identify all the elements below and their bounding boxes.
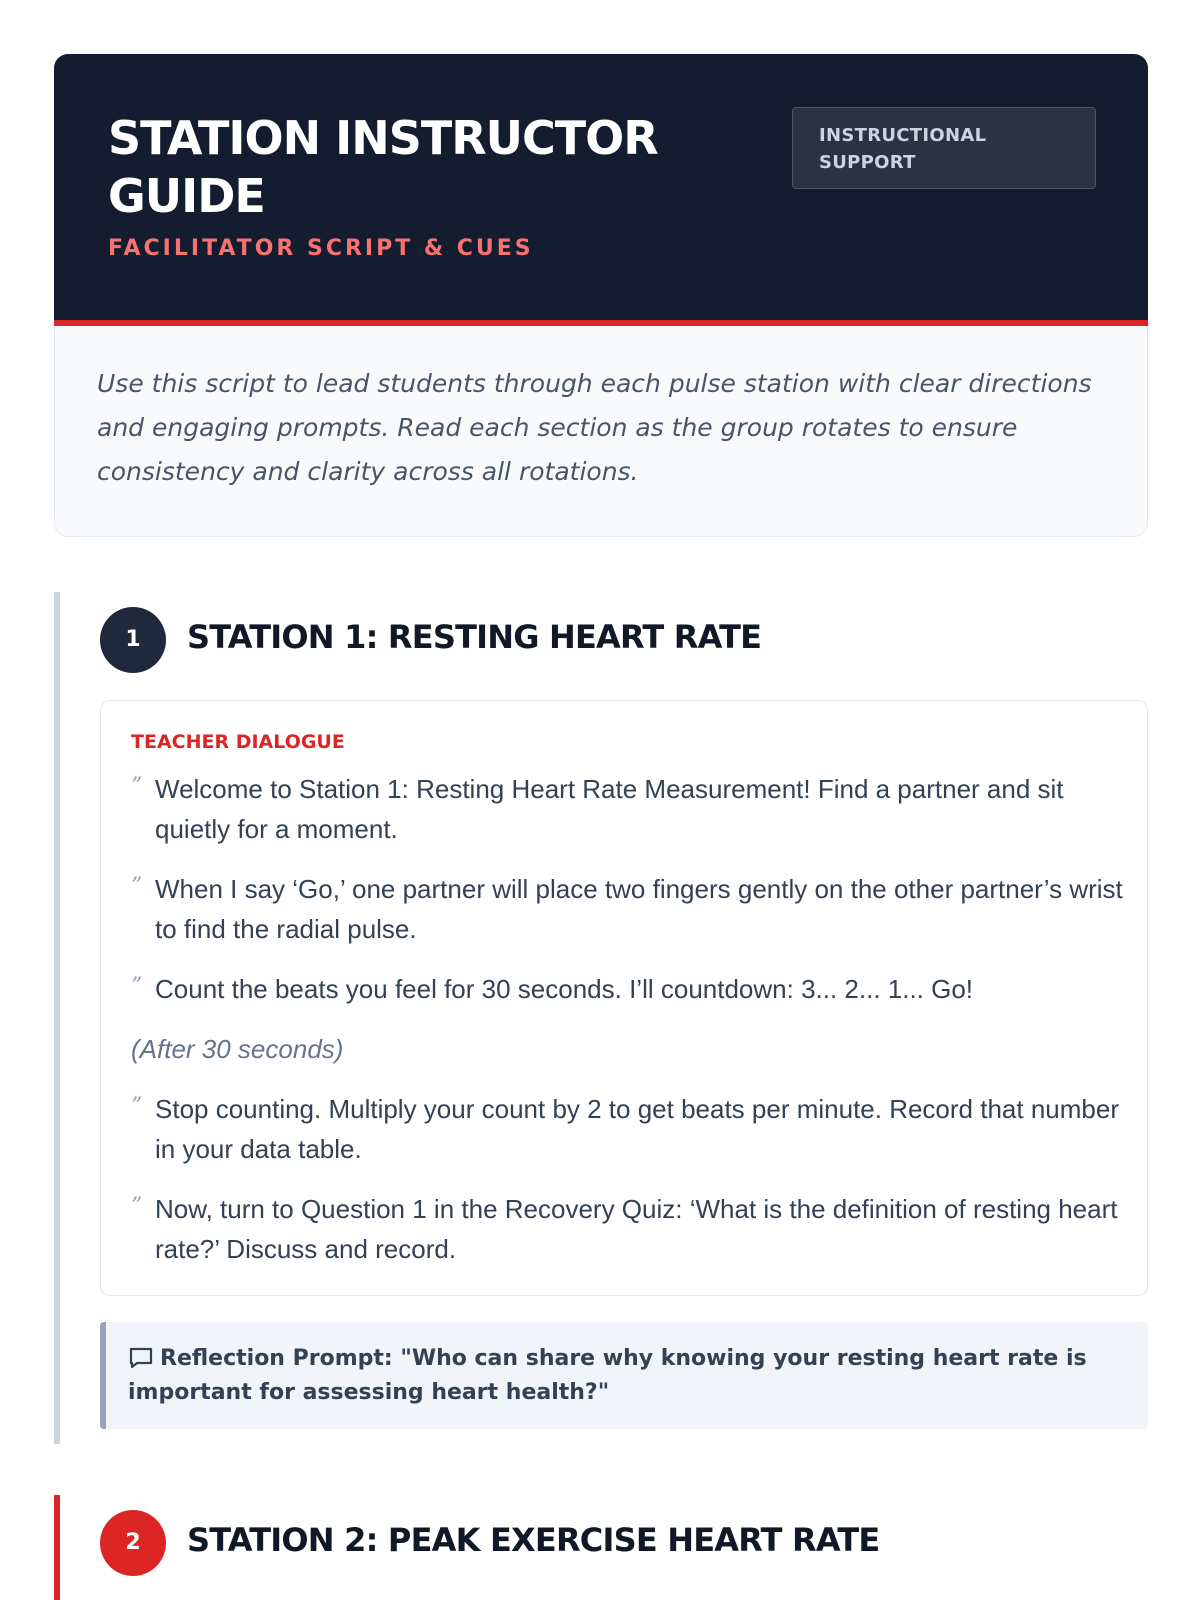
reflection-prompt [100,1322,1148,1429]
chat-bubble-icon [128,1346,154,1370]
station-1-title: STATION 1: RESTING HEART RATE [187,618,762,656]
instructional-support-badge: INSTRUCTIONAL SUPPORT [792,107,1096,189]
dialogue-line-text: Stop counting. Multiply your count by 2 to get beats per minute. Record that number in your data table. [155,1094,1119,1164]
dialogue-line-text: Count the beats you feel for 30 seconds. I’ll countdown: 3... 2... 1... Go! [155,974,974,1004]
quote-icon: ” [131,874,143,899]
dialogue-line-text: Now, turn to Question 1 in the Recovery Quiz: ‘What is the definition of resting heart rate?’ Discuss and record. [155,1194,1118,1264]
dialogue-line [131,969,1131,1009]
quote-icon: ” [131,774,143,799]
dialogue-line-text: When I say ‘Go,’ one partner will place two fingers gently on the other partner’s wrist to find the radial pulse. [155,874,1123,944]
quote-icon: ” [131,1094,143,1119]
dialogue-line [131,1189,1131,1269]
dialogue-line-text: Welcome to Station 1: Resting Heart Rate Measurement! Find a partner and sit quietly for a moment. [155,774,1064,844]
quote-icon: ” [131,974,143,999]
reflection-prompt-text: Reflection Prompt: "Who can share why knowing your resting heart rate is important for assessing heart health?" [128,1346,1087,1405]
stage-direction-text: (After 30 seconds) [131,1034,344,1064]
page-title: STATION INSTRUCTOR GUIDE [108,111,658,223]
station-1-number-badge: 1 [100,607,166,673]
station-2-number-badge: 2 [100,1510,166,1576]
station-1-rail [54,592,60,1444]
teacher-dialogue-label: TEACHER DIALOGUE [131,731,345,753]
dialogue-line [131,769,1131,849]
station-2-rail [54,1495,60,1600]
quote-icon: ” [131,1194,143,1219]
station-2-title: STATION 2: PEAK EXERCISE HEART RATE [187,1521,880,1559]
guide-header [54,54,1148,326]
dialogue-line [131,1089,1131,1169]
intro-text: Use this script to lead students through each pulse station with clear directions and engaging prompts. Read each section as the group rotates to ensure consistency and clarity across all rotations. [54,326,1148,537]
teacher-dialogue-card [100,700,1148,1296]
page-subtitle: FACILITATOR SCRIPT & CUES [108,236,534,261]
dialogue-line [131,869,1131,949]
stage-direction [131,1029,1131,1069]
